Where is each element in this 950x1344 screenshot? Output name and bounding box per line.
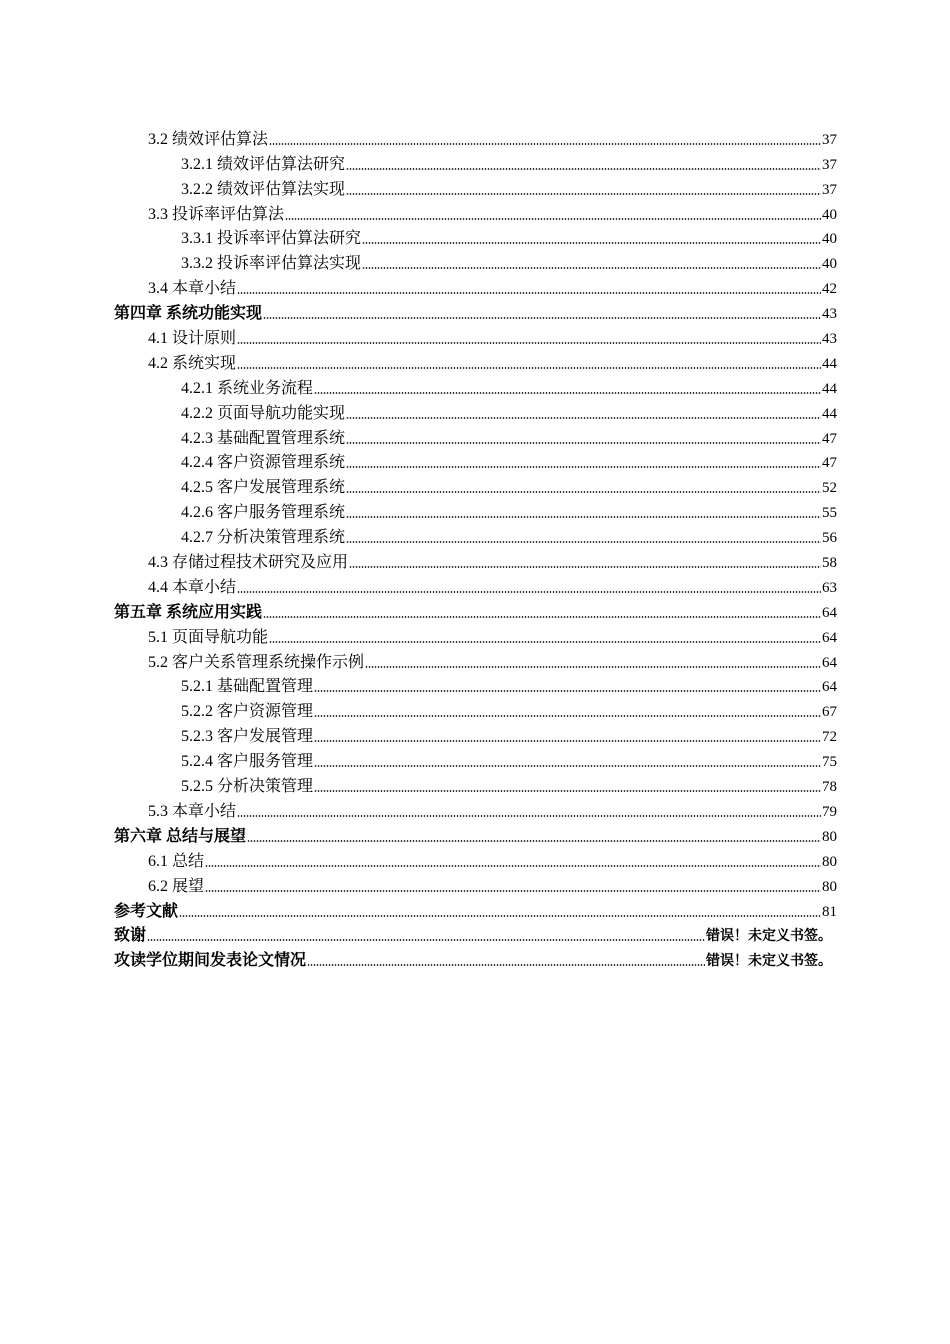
toc-entry-page: 37 (822, 131, 837, 148)
toc-dot-leader (237, 366, 821, 370)
toc-dot-leader (314, 689, 821, 693)
toc-entry-page: 64 (822, 679, 837, 696)
toc-entry-title: 5.2.3 客户发展管理 (181, 728, 314, 746)
toc-entry[interactable] (0, 946, 832, 971)
toc-entry[interactable] (0, 648, 837, 673)
toc-entry-page: 80 (822, 828, 837, 845)
toc-dot-leader (269, 142, 821, 146)
toc-entry[interactable] (0, 797, 837, 822)
toc-entry[interactable] (0, 399, 837, 424)
toc-entry-page: 80 (822, 878, 837, 895)
toc-dot-leader (247, 839, 821, 843)
toc-dot-leader (346, 540, 821, 544)
toc-entry[interactable] (0, 872, 837, 897)
toc-entry-title: 3.3.1 投诉率评估算法研究 (181, 230, 362, 248)
toc-entry-title: 6.2 展望 (148, 877, 205, 895)
toc-dot-leader (205, 864, 821, 868)
toc-dot-leader (362, 266, 821, 270)
toc-entry[interactable] (0, 473, 837, 498)
toc-entry-title: 5.2.4 客户服务管理 (181, 753, 314, 771)
toc-entry[interactable] (0, 249, 837, 274)
toc-entry-page: 79 (822, 803, 837, 820)
toc-entry-page: 64 (822, 629, 837, 646)
toc-entry-title: 4.2 系统实现 (148, 354, 237, 372)
toc-dot-leader (346, 441, 821, 445)
toc-entry[interactable] (0, 299, 837, 324)
toc-entry-page: 63 (822, 579, 837, 596)
toc-entry-page: 错误！未定义书签。 (706, 928, 832, 945)
toc-entry[interactable] (0, 175, 837, 200)
toc-entry[interactable] (0, 697, 837, 722)
toc-dot-leader (237, 814, 821, 818)
toc-entry[interactable] (0, 324, 837, 349)
table-of-contents (0, 125, 950, 971)
toc-dot-leader (205, 889, 821, 893)
toc-dot-leader (346, 167, 821, 171)
toc-entry[interactable] (0, 200, 837, 225)
toc-entry-title: 5.1 页面导航功能 (148, 628, 269, 646)
toc-entry[interactable] (0, 548, 837, 573)
toc-entry[interactable] (0, 498, 837, 523)
toc-entry-page: 56 (822, 530, 837, 547)
toc-entry-page: 47 (822, 455, 837, 472)
toc-entry-title: 攻读学位期间发表论文情况 (114, 952, 307, 970)
toc-entry-title: 第五章 系统应用实践 (114, 603, 263, 621)
toc-entry-title: 4.2.3 基础配置管理系统 (181, 429, 346, 447)
toc-dot-leader (346, 515, 821, 519)
toc-entry-title: 4.2.7 分析决策管理系统 (181, 529, 346, 547)
toc-entry-title: 第六章 总结与展望 (114, 827, 247, 845)
toc-entry[interactable] (0, 623, 837, 648)
toc-entry-page: 43 (822, 331, 837, 348)
toc-entry-page: 37 (822, 181, 837, 198)
toc-dot-leader (314, 714, 821, 718)
toc-entry-title: 第四章 系统功能实现 (114, 305, 263, 323)
toc-entry-page: 52 (822, 480, 837, 497)
toc-entry-page: 44 (822, 380, 837, 397)
toc-entry[interactable] (0, 673, 837, 698)
toc-entry-page: 80 (822, 853, 837, 870)
toc-entry[interactable] (0, 225, 837, 250)
toc-entry-page: 44 (822, 355, 837, 372)
toc-dot-leader (362, 241, 821, 245)
toc-dot-leader (346, 192, 821, 196)
toc-entry-title: 4.2.6 客户服务管理系统 (181, 504, 346, 522)
toc-entry[interactable] (0, 150, 837, 175)
toc-entry-page: 40 (822, 206, 837, 223)
toc-dot-leader (346, 490, 821, 494)
toc-entry-page: 40 (822, 256, 837, 273)
toc-entry-page: 37 (822, 156, 837, 173)
toc-entry-title: 3.3.2 投诉率评估算法实现 (181, 255, 362, 273)
toc-dot-leader (346, 465, 821, 469)
toc-dot-leader (269, 640, 821, 644)
toc-entry[interactable] (0, 374, 837, 399)
toc-dot-leader (147, 938, 705, 942)
toc-entry-title: 4.2.2 页面导航功能实现 (181, 404, 346, 422)
toc-entry[interactable] (0, 747, 837, 772)
toc-entry[interactable] (0, 349, 837, 374)
toc-dot-leader (237, 291, 821, 295)
toc-entry-title: 5.2 客户关系管理系统操作示例 (148, 653, 365, 671)
toc-dot-leader (307, 963, 705, 967)
toc-entry-title: 3.2.2 绩效评估算法实现 (181, 180, 346, 198)
toc-dot-leader (314, 789, 821, 793)
toc-entry-title: 5.2.1 基础配置管理 (181, 678, 314, 696)
toc-entry-page: 55 (822, 505, 837, 522)
toc-entry-title: 3.2.1 绩效评估算法研究 (181, 155, 346, 173)
toc-entry-page: 81 (822, 903, 837, 920)
toc-dot-leader (237, 590, 821, 594)
toc-entry-title: 4.1 设计原则 (148, 330, 237, 348)
toc-entry-title: 5.3 本章小结 (148, 802, 237, 820)
toc-entry[interactable] (0, 573, 837, 598)
toc-dot-leader (314, 739, 821, 743)
toc-entry-title: 3.2 绩效评估算法 (148, 130, 269, 148)
toc-entry-title: 3.3 投诉率评估算法 (148, 205, 285, 223)
toc-entry[interactable] (0, 922, 832, 947)
toc-dot-leader (285, 217, 821, 221)
toc-entry-page: 47 (822, 430, 837, 447)
toc-entry-title: 6.1 总结 (148, 852, 205, 870)
toc-entry-page: 78 (822, 779, 837, 796)
toc-entry-title: 致谢 (114, 927, 147, 945)
toc-dot-leader (349, 565, 821, 569)
toc-entry-title: 4.2.1 系统业务流程 (181, 379, 314, 397)
toc-entry-page: 40 (822, 231, 837, 248)
toc-entry-page: 42 (822, 281, 837, 298)
toc-entry-page: 75 (822, 754, 837, 771)
toc-entry[interactable] (0, 822, 837, 847)
toc-entry-page: 67 (822, 704, 837, 721)
toc-entry-title: 4.2.5 客户发展管理系统 (181, 479, 346, 497)
toc-dot-leader (314, 391, 821, 395)
toc-entry-title: 4.4 本章小结 (148, 578, 237, 596)
toc-entry[interactable] (0, 424, 837, 449)
toc-dot-leader (314, 764, 821, 768)
toc-entry-title: 4.3 存储过程技术研究及应用 (148, 554, 349, 572)
toc-dot-leader (263, 615, 821, 619)
toc-entry-page: 64 (822, 654, 837, 671)
toc-dot-leader (346, 416, 821, 420)
toc-entry[interactable] (0, 449, 837, 474)
toc-entry[interactable] (0, 772, 837, 797)
toc-entry-title: 5.2.5 分析决策管理 (181, 778, 314, 796)
toc-entry[interactable] (0, 523, 837, 548)
toc-dot-leader (263, 316, 821, 320)
toc-dot-leader (365, 665, 821, 669)
toc-entry-page: 44 (822, 405, 837, 422)
toc-entry[interactable] (0, 598, 837, 623)
toc-entry-title: 5.2.2 客户资源管理 (181, 703, 314, 721)
toc-dot-leader (237, 341, 821, 345)
toc-entry-page: 64 (822, 604, 837, 621)
toc-entry-title: 4.2.4 客户资源管理系统 (181, 454, 346, 472)
toc-dot-leader (179, 914, 821, 918)
toc-entry-page: 72 (822, 729, 837, 746)
toc-entry-page: 错误！未定义书签。 (706, 953, 832, 970)
toc-entry-title: 3.4 本章小结 (148, 280, 237, 298)
toc-entry-page: 58 (822, 555, 837, 572)
toc-entry[interactable] (0, 847, 837, 872)
toc-entry[interactable] (0, 274, 837, 299)
toc-entry[interactable] (0, 125, 837, 150)
toc-entry[interactable] (0, 722, 837, 747)
toc-entry[interactable] (0, 897, 837, 922)
toc-entry-title: 参考文献 (114, 902, 179, 920)
toc-entry-page: 43 (822, 306, 837, 323)
